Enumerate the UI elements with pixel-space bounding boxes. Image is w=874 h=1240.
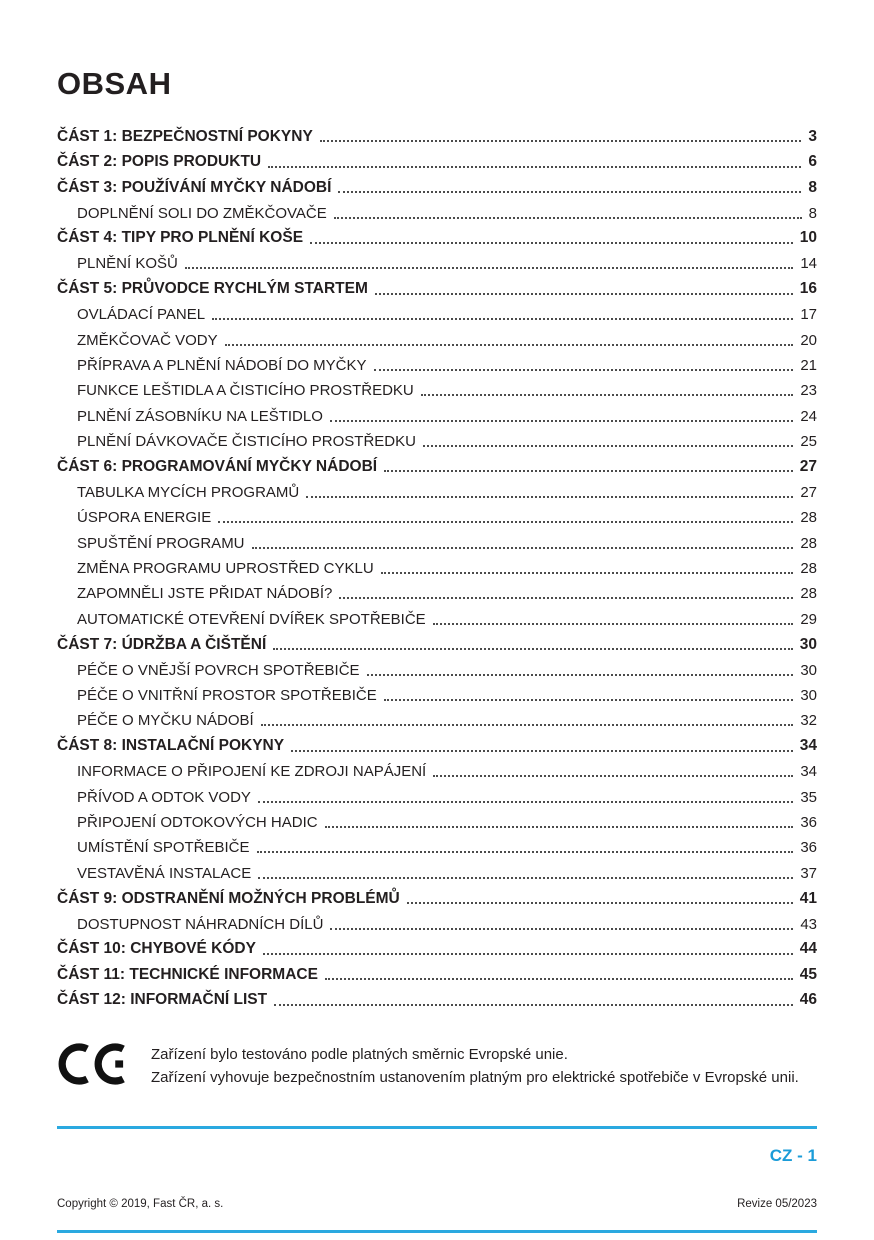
dot-leader xyxy=(306,496,793,498)
toc-entry xyxy=(57,376,817,401)
toc-entry-label: SPUŠTĚNÍ PROGRAMU xyxy=(77,534,245,552)
toc-entry xyxy=(57,782,817,807)
toc-entry-label: ČÁST 2: POPIS PRODUKTU xyxy=(57,153,262,171)
toc-entry xyxy=(57,224,817,249)
toc-entry xyxy=(57,147,817,172)
dot-leader xyxy=(291,750,793,752)
dot-leader xyxy=(339,597,793,599)
toc-entry xyxy=(57,604,817,629)
dot-leader xyxy=(433,623,794,625)
toc-entry-page: 17 xyxy=(800,306,817,324)
dot-leader xyxy=(258,877,793,879)
toc-entry-page: 28 xyxy=(800,585,817,603)
toc-entry xyxy=(57,122,817,147)
toc-entry-label: PLNĚNÍ KOŠŮ xyxy=(77,255,178,273)
dot-leader xyxy=(384,470,793,472)
toc-entry-label: PÉČE O VNITŘNÍ PROSTOR SPOTŘEBIČE xyxy=(77,686,377,704)
toc-entry xyxy=(57,630,817,655)
toc-entry xyxy=(57,528,817,553)
dot-leader xyxy=(407,902,793,904)
bottom-divider-rule xyxy=(57,1230,817,1233)
toc-entry-label: ÚSPORA ENERGIE xyxy=(77,509,212,527)
toc-entry-label: PLNĚNÍ ZÁSOBNÍKU NA LEŠTIDLO xyxy=(77,407,323,425)
toc-entry-label: ČÁST 1: BEZPEČNOSTNÍ POKYNY xyxy=(57,127,313,145)
toc-entry xyxy=(57,503,817,528)
toc-entry-label: AUTOMATICKÉ OTEVŘENÍ DVÍŘEK SPOTŘEBIČE xyxy=(77,610,426,628)
toc-entry xyxy=(57,731,817,756)
toc-entry xyxy=(57,579,817,604)
toc-entry-page: 34 xyxy=(800,763,817,781)
dot-leader xyxy=(334,217,802,219)
toc-entry xyxy=(57,274,817,299)
dot-leader xyxy=(423,445,793,447)
toc-entry-page: 30 xyxy=(800,661,817,679)
dot-leader xyxy=(421,394,794,396)
toc-entry-page: 27 xyxy=(800,483,817,501)
dot-leader xyxy=(325,978,793,980)
toc-entry-page: 30 xyxy=(800,686,817,704)
toc-entry-page: 16 xyxy=(799,280,817,298)
toc-entry-page: 46 xyxy=(799,991,817,1009)
toc-entry-label: UMÍSTĚNÍ SPOTŘEBIČE xyxy=(77,839,250,857)
toc-entry xyxy=(57,757,817,782)
toc-entry xyxy=(57,249,817,274)
ce-line-1: Zařízení bylo testováno podle platných směrnic Evropské unie. xyxy=(151,1045,568,1063)
toc-entry-page: 14 xyxy=(800,255,817,273)
toc-entry xyxy=(57,173,817,198)
toc-entry-label: TABULKA MYCÍCH PROGRAMŮ xyxy=(77,483,300,501)
footer xyxy=(57,1198,817,1210)
toc-entry-page: 34 xyxy=(799,737,817,755)
ce-line-2: Zařízení vyhovuje bezpečnostním ustanovením platným pro elektrické spotřebiče v Evropské unii. xyxy=(151,1069,799,1087)
dot-leader xyxy=(261,724,794,726)
revision-text: Revize 05/2023 xyxy=(737,1198,817,1210)
toc-entry xyxy=(57,909,817,934)
dot-leader xyxy=(310,242,793,244)
toc-entry-page: 24 xyxy=(800,407,817,425)
toc-entry-page: 28 xyxy=(800,560,817,578)
top-divider-rule xyxy=(57,1126,817,1129)
toc-entry-page: 30 xyxy=(799,635,817,653)
toc-entry xyxy=(57,808,817,833)
toc-entry-label: ČÁST 10: CHYBOVÉ KÓDY xyxy=(57,940,256,958)
toc-entry-page: 37 xyxy=(800,864,817,882)
toc-entry-label: PŘÍPRAVA A PLNĚNÍ NÁDOBÍ DO MYČKY xyxy=(77,356,367,374)
toc-entry-label: ČÁST 3: POUŽÍVÁNÍ MYČKY NÁDOBÍ xyxy=(57,178,332,196)
toc-entry-label: ČÁST 9: ODSTRANĚNÍ MOŽNÝCH PROBLÉMŮ xyxy=(57,889,400,907)
dot-leader xyxy=(212,318,793,320)
toc-entry xyxy=(57,325,817,350)
toc-entry-page: 32 xyxy=(800,712,817,730)
dot-leader xyxy=(268,166,801,168)
dot-leader xyxy=(257,851,794,853)
dot-leader xyxy=(374,369,794,371)
toc-entry-label: ČÁST 11: TECHNICKÉ INFORMACE xyxy=(57,965,318,983)
toc-entry xyxy=(57,935,817,960)
ce-compliance-block xyxy=(57,1041,817,1092)
ce-compliance-text xyxy=(151,1043,799,1090)
dot-leader xyxy=(263,953,793,955)
toc-entry xyxy=(57,833,817,858)
dot-leader xyxy=(274,1004,793,1006)
toc-entry-page: 43 xyxy=(800,915,817,933)
toc-entry-label: ČÁST 8: INSTALAČNÍ POKYNY xyxy=(57,737,285,755)
toc-entry-page: 41 xyxy=(799,889,817,907)
dot-leader xyxy=(218,521,793,523)
toc-entry-label: ČÁST 6: PROGRAMOVÁNÍ MYČKY NÁDOBÍ xyxy=(57,457,378,475)
toc-entry xyxy=(57,452,817,477)
toc-entry xyxy=(57,300,817,325)
toc-entry-page: 36 xyxy=(800,839,817,857)
toc-entry-page: 21 xyxy=(800,356,817,374)
dot-leader xyxy=(185,267,793,269)
toc-entry xyxy=(57,681,817,706)
dot-leader xyxy=(338,191,801,193)
ce-mark-icon xyxy=(57,1041,129,1092)
page-number-badge: CZ - 1 xyxy=(769,1146,817,1165)
toc-entry xyxy=(57,985,817,1010)
dot-leader xyxy=(225,344,794,346)
toc-entry xyxy=(57,655,817,680)
toc-entry-page: 3 xyxy=(808,127,817,145)
toc-entry-label: ČÁST 7: ÚDRŽBA A ČIŠTĚNÍ xyxy=(57,635,267,653)
toc-entry xyxy=(57,401,817,426)
toc-entry-label: ČÁST 4: TIPY PRO PLNĚNÍ KOŠE xyxy=(57,229,304,247)
toc-entry-page: 10 xyxy=(799,229,817,247)
toc-entry-label: PÉČE O VNĚJŠÍ POVRCH SPOTŘEBIČE xyxy=(77,661,360,679)
toc-entry-label: INFORMACE O PŘIPOJENÍ KE ZDROJI NAPÁJENÍ xyxy=(77,763,427,781)
page-title: OBSAH xyxy=(57,66,172,101)
toc-entry-label: PŘIPOJENÍ ODTOKOVÝCH HADIC xyxy=(77,813,318,831)
toc-entry-label: ZMĚKČOVAČ VODY xyxy=(77,331,218,349)
toc-entry xyxy=(57,477,817,502)
toc-entry-page: 8 xyxy=(808,204,817,222)
toc-entry xyxy=(57,884,817,909)
toc-entry xyxy=(57,198,817,223)
toc-entry-label: OVLÁDACÍ PANEL xyxy=(77,306,206,324)
toc-entry-page: 35 xyxy=(800,788,817,806)
toc-entry-page: 27 xyxy=(799,457,817,475)
toc-entry-label: VESTAVĚNÁ INSTALACE xyxy=(77,864,252,882)
toc-entry-page: 28 xyxy=(800,534,817,552)
toc-entry-label: PLNĚNÍ DÁVKOVAČE ČISTICÍHO PROSTŘEDKU xyxy=(77,433,416,451)
dot-leader xyxy=(433,775,793,777)
toc-entry xyxy=(57,706,817,731)
toc-entry xyxy=(57,960,817,985)
toc-entry-page: 25 xyxy=(800,433,817,451)
dot-leader xyxy=(367,674,794,676)
toc-entry xyxy=(57,427,817,452)
toc-entry-label: PÉČE O MYČKU NÁDOBÍ xyxy=(77,712,254,730)
toc-entry-page: 23 xyxy=(800,382,817,400)
toc-entry-label: DOSTUPNOST NÁHRADNÍCH DÍLŮ xyxy=(77,915,324,933)
toc-entry-label: ČÁST 5: PRŮVODCE RYCHLÝM STARTEM xyxy=(57,280,368,298)
toc-entry xyxy=(57,554,817,579)
dot-leader xyxy=(258,801,793,803)
toc-entry-label: ZMĚNA PROGRAMU UPROSTŘED CYKLU xyxy=(77,560,374,578)
toc-entry-label: PŘÍVOD A ODTOK VODY xyxy=(77,788,251,806)
table-of-contents xyxy=(57,122,817,1011)
toc-entry-page: 28 xyxy=(800,509,817,527)
toc-entry-page: 20 xyxy=(800,331,817,349)
toc-entry-page: 44 xyxy=(799,940,817,958)
toc-entry-label: DOPLNĚNÍ SOLI DO ZMĚKČOVAČE xyxy=(77,204,327,222)
dot-leader xyxy=(325,826,794,828)
toc-entry-page: 36 xyxy=(800,813,817,831)
toc-entry-label: ZAPOMNĚLI JSTE PŘIDAT NÁDOBÍ? xyxy=(77,585,333,603)
dot-leader xyxy=(330,420,793,422)
dot-leader xyxy=(375,293,793,295)
toc-entry xyxy=(57,351,817,376)
copyright-text: Copyright © 2019, Fast ČR, a. s. xyxy=(57,1198,224,1210)
toc-entry-page: 29 xyxy=(800,610,817,628)
toc-entry xyxy=(57,858,817,883)
dot-leader xyxy=(381,572,794,574)
toc-entry-page: 6 xyxy=(808,153,817,171)
dot-leader xyxy=(320,140,802,142)
toc-entry-page: 8 xyxy=(808,178,817,196)
toc-entry-page: 45 xyxy=(799,965,817,983)
dot-leader xyxy=(273,648,793,650)
dot-leader xyxy=(330,928,793,930)
dot-leader xyxy=(384,699,794,701)
dot-leader xyxy=(252,547,794,549)
toc-entry-label: FUNKCE LEŠTIDLA A ČISTICÍHO PROSTŘEDKU xyxy=(77,382,414,400)
toc-entry-label: ČÁST 12: INFORMAČNÍ LIST xyxy=(57,991,268,1009)
